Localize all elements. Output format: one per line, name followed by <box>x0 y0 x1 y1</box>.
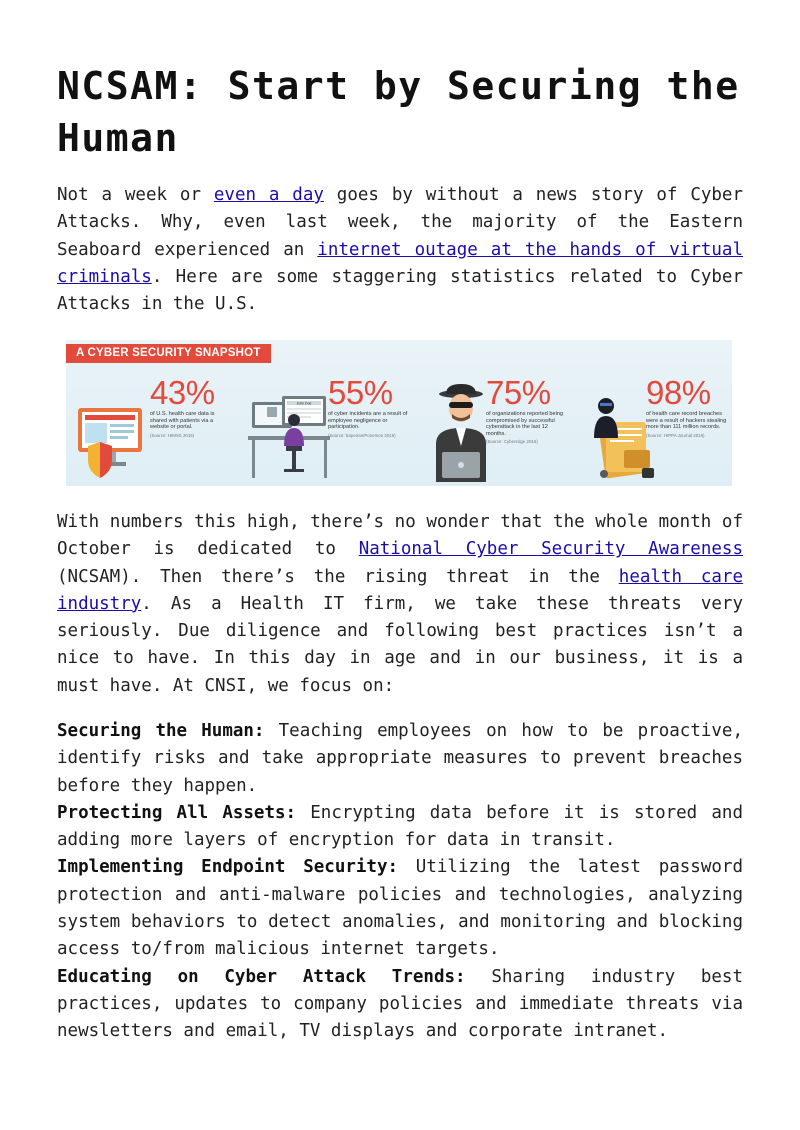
stat-description: of cyber incidents are a result of employee negligence or participation. <box>328 411 408 431</box>
focus-list <box>57 718 743 1046</box>
focus-label: Educating on Cyber Attack Trends: <box>57 966 466 987</box>
focus-label: Protecting All Assets: <box>57 802 297 823</box>
body-paragraph <box>57 509 743 700</box>
stat-percent: 43% <box>150 374 215 411</box>
body-text-1: With numbers this high, there’s no wonder that the whole month of October is dedicated to <box>57 512 743 560</box>
link-even-a-day[interactable]: even a day <box>213 185 324 205</box>
stat-source: (Source: Cyberedge 2016) <box>486 439 538 445</box>
monitor-shield-icon <box>74 402 146 482</box>
stat-description: of health care record breaches were a result of hackers stealing more than 111 million records. <box>646 411 727 431</box>
stat-percent: 98% <box>646 374 711 411</box>
stat-source: (Source: HIMSS 2015) <box>150 432 195 438</box>
link-health-care-industry[interactable]: health care industry <box>57 566 743 614</box>
focus-label: Securing the Human: <box>57 721 265 741</box>
body-text-2: (NCSAM). Then there’s the rising threat in the <box>57 566 619 587</box>
stat-description: of U.S. health care data is shared with patients via a website or portal. <box>150 411 215 431</box>
infographic-title: A CYBER SECURITY SNAPSHOT <box>66 344 271 363</box>
focus-text: Teaching employees on how to be proactive, identify risks and take appropriate measures to prevent breaches before they happen. <box>57 721 743 796</box>
intro-text-3: . Here are some staggering statistics related to Cyber Attacks in the U.S. <box>57 266 743 315</box>
stat-1 <box>150 376 232 438</box>
stat-4 <box>646 376 728 438</box>
page-title: NCSAM: Start by Securing the Human <box>57 64 740 160</box>
body-text-3: . As a Health IT firm, we take these threats very seriously. Due diligence and following best practices isn’t a nice to have. In this day in age and in our business, it is a must have. At CNSI, we focus on: <box>57 593 743 696</box>
link-internet-outage[interactable]: internet outage at the hands of virtual criminals <box>57 239 743 287</box>
stat-2 <box>328 376 410 438</box>
desk-worker-icon <box>246 390 332 482</box>
focus-text: Sharing industry best practices, updates to company policies and immediate threats via newsletters and email, TV displays and corporate intranet. <box>57 966 744 1042</box>
intro-paragraph <box>57 182 743 318</box>
monitor-name-label: John Doe <box>296 401 312 406</box>
stat-source: (Source: HIPPA Journal 2016) <box>646 432 705 438</box>
focus-text: Utilizing the latest password protection and anti-malware policies and technologies, analyzing system behaviors to detect anomalies, and monitoring and blocking access to/from malicious internet targets. <box>57 857 743 960</box>
hacker-icon <box>432 384 490 482</box>
stat-3 <box>486 376 568 444</box>
intro-text-1: Not a week or <box>57 185 214 205</box>
focus-label: Implementing Endpoint Security: <box>57 857 399 878</box>
stat-source: (Source: Experian/Ponemon 2016) <box>328 432 396 438</box>
stat-percent: 75% <box>486 374 551 411</box>
focus-text: Encrypting data before it is stored and adding more layers of encryption for data in transit. <box>57 802 743 851</box>
cyber-security-infographic <box>66 340 732 486</box>
stat-percent: 55% <box>328 374 393 411</box>
link-ncsam[interactable]: National Cyber Security Awareness <box>358 539 743 560</box>
intro-text-2: goes by without a news story of Cyber Attacks. Why, even last week, the majority of the Eastern Seaboard experienced an <box>57 185 743 260</box>
stat-description: of organizations reported being compromised by successful cyberattack in the last 12 months. <box>486 411 564 437</box>
